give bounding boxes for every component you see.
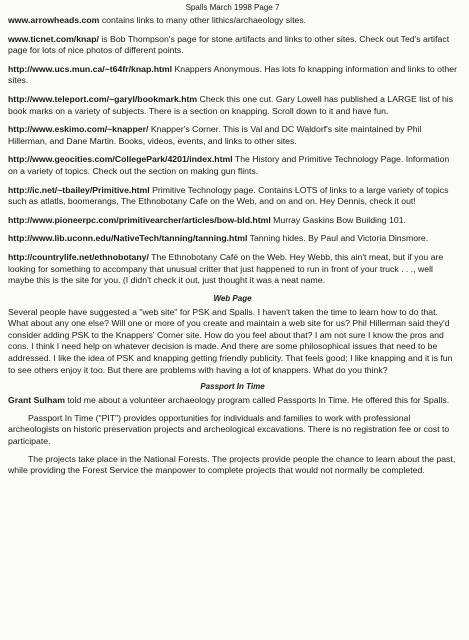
passport-intro — [8, 395, 457, 407]
passport-paragraph-2: The projects take place in the National Forests. The projects provide people the chance to learn about the past, while providing the Forest Service the manpower to complete projects that would not normally be completed. — [8, 453, 456, 476]
link-description: Tanning hides. By Paul and Victoria Dinsmore. — [247, 233, 429, 244]
link-url[interactable]: http://www.geocities.com/CollegePark/4201/index.html — [8, 154, 233, 165]
passport-paragraph-1: Passport In Time ("PIT") provides opportunities for individuals and families to work with professional archeologists on historic preservation projects and archeological excavations. There is no registration fee or cost to participate. — [8, 412, 450, 447]
link-entry — [8, 154, 457, 177]
link-description: Primitive Technology page. Contains LOTS of links to a large variety of topics such as atlatls, boomerangs, The Ethnobotany Cafe on the Web, and on and on. Hey Dennis, check it out! — [8, 184, 449, 207]
link-description: Knapper's Corner. This is Val and DC Waldorf's site maintained by Phil Hillerman, and Dane Martin. Books, videos, events, and links to other sites. — [8, 124, 422, 146]
link-list — [8, 15, 457, 287]
link-entry — [8, 233, 457, 245]
link-description: is Bob Thompson's page for stone artifacts and links to other sites. Check out Ted's artifact page for lots of nice photos of different points. — [8, 33, 450, 56]
link-entry — [8, 215, 457, 227]
link-url[interactable]: http://ic.net/~tbailey/Primitive.html — [8, 184, 150, 195]
link-url[interactable]: http://www.lib.uconn.edu/NativeTech/tanning/tanning.html — [8, 233, 248, 244]
link-description: The History and Primitive Technology Page. Information on a variety of topics. Check out the section on making gun flints. — [8, 154, 450, 176]
link-description: Murray Gaskins Bow Building 101. — [270, 214, 406, 225]
link-entry — [8, 94, 457, 117]
passport-heading: Passport In Time — [200, 382, 265, 392]
link-url[interactable]: http://www.pioneerpc.com/primitivearcher/articles/bow-bld.html — [8, 214, 271, 225]
link-url[interactable]: http://countrylife.net/ethnobotany/ — [8, 251, 149, 262]
link-description: contains links to many other lithics/archaeology sites. — [99, 15, 307, 25]
link-entry — [8, 15, 457, 27]
link-entry — [8, 124, 457, 147]
link-description: Knappers Anonymous. Has lots fo knapping information and links to other sites. — [8, 63, 457, 86]
link-url[interactable]: http://www.eskimo.com/~knapper/ — [8, 124, 149, 135]
page-header: Spalls March 1998 Page 7 — [185, 3, 280, 12]
link-url[interactable]: http://www.ucs.mun.ca/~t64fr/knap.html — [8, 63, 173, 74]
author-name: Grant Sulham — [8, 395, 65, 406]
web-page-heading: Web Page — [213, 293, 252, 303]
link-url[interactable]: www.ticnet.com/knap/ — [8, 33, 99, 44]
link-entry — [8, 64, 457, 87]
passport-intro-text: told me about a volunteer archaeology program called Passports In Time. He offered this for Spalls. — [64, 395, 450, 406]
link-url[interactable]: http://www.teleport.com/~garyl/bookmark.htm — [8, 93, 198, 104]
link-url[interactable]: www.arrowheads.com — [8, 15, 100, 25]
link-description: The Ethnobotany Café on the Web. Hey Webb, this ain't meat, but if you are looking for something to accompany that unusual critter that just happened to run in front of your truck . . ., well maybe this is the site for you. (I didn't check it out, just thought it was a neat name. — [8, 251, 444, 286]
link-entry — [8, 34, 457, 57]
web-page-body: Several people have suggested a "web site" for PSK and Spalls. I haven't taken the time to learn how to do that. What about any one else? Will one or more of you create and maintain a web site for us? Phil Hillerman said they'd consider adding PSK to the Knappers' Corner site. How do you feel about that? I am not sure I know the pros and cons. I think I need help on whatever decision is made. And there are some philosophical issues that need to be addressed. I like the idea of PSK and knapping getting friendly publicity. That feels good; I like knapping and it is fun to see others enjoy it too. But there are problems with having a lot of knappers. What do you think? — [8, 306, 453, 375]
link-entry — [8, 252, 457, 287]
link-entry — [8, 185, 457, 208]
link-description: Check this one cut. Gary Lowell has published a LARGE list of his book marks on a variety of subjects. There is a section on knapping. Scroll down to it and have fun. — [8, 93, 454, 116]
